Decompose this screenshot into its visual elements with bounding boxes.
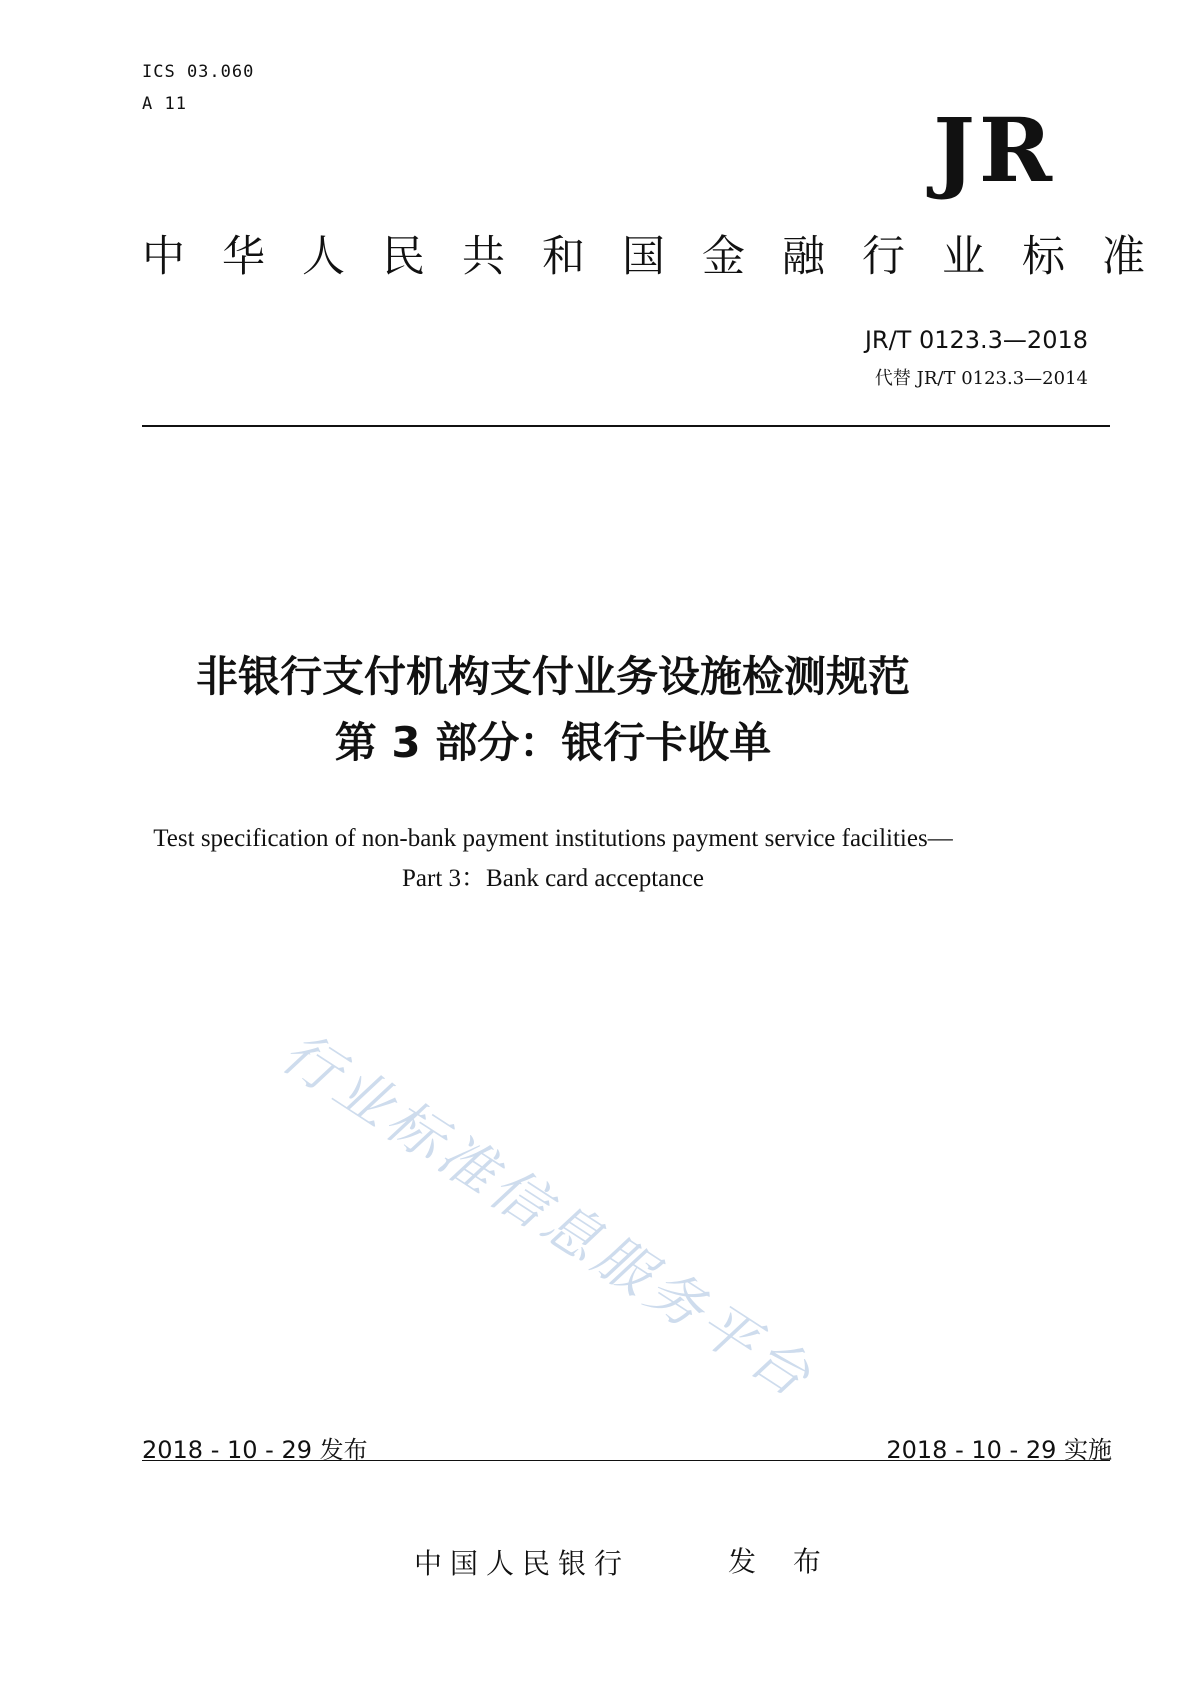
implementation-date: 2018 - 10 - 29 实施 (886, 1436, 1112, 1464)
replaces-standard: 代替 JR/T 0123.3—2014 (874, 368, 1088, 389)
title-en-line1: Test specification of non-bank payment institutions payment service facilities— (153, 825, 953, 852)
publisher-name: 中国人民银行 (414, 1547, 631, 1580)
top-divider (142, 425, 1110, 427)
title-en-line2: Part 3：Bank card acceptance (402, 865, 704, 892)
title-cn-line1: 非银行支付机构支付业务设施检测规范 (195, 652, 910, 701)
title-cn-line2: 第 3 部分：银行卡收单 (334, 718, 772, 767)
publish-label: 发 布 (728, 1545, 835, 1578)
ics-code: ICS 03.060 (142, 62, 255, 82)
jr-logo: JR (933, 98, 1056, 202)
ccs-code: A 11 (142, 94, 187, 114)
standard-number: JR/T 0123.3—2018 (864, 326, 1088, 354)
bottom-divider (142, 1460, 1110, 1461)
issue-date: 2018 - 10 - 29 发布 (142, 1436, 368, 1464)
watermark: 行业标准信息服务平台 (270, 1020, 826, 1413)
standard-category-heading: 中华人民共和国金融行业标准 (142, 232, 1182, 282)
